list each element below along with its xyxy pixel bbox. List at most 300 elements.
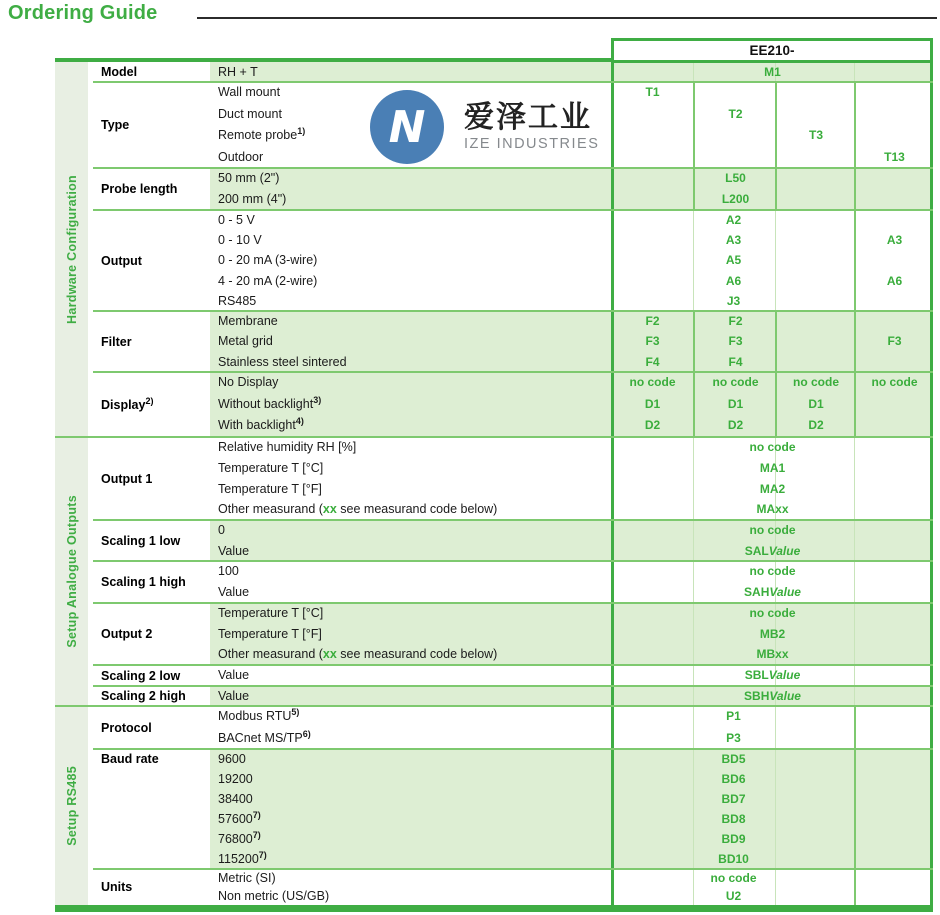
desc-row [218,749,612,769]
text: Other measurand ( [218,647,323,662]
sidebar-section-hardware-configuration [55,62,88,436]
desc-row [218,210,612,230]
text: D2 [727,418,744,433]
table-divider [93,167,933,169]
code-cell-area [612,869,933,905]
code-value-placeholder: Value [768,668,801,682]
text: BD6 [721,772,746,786]
order-code [612,789,855,809]
row-label-probe-length [93,168,210,210]
order-code [612,437,933,458]
code-area-left-border [611,38,614,912]
order-code [612,624,933,645]
desc-row [218,437,612,458]
code-cell-area [612,82,933,168]
footnote-marker: 3) [313,394,322,405]
row-label-text [101,335,132,349]
order-code [612,311,693,331]
text: D1 [644,396,661,411]
code-col-1 [612,372,693,437]
description-cell [210,749,612,869]
text: A2 [725,213,742,227]
text: Modbus RTU [218,709,292,723]
table-divider [93,81,933,83]
text: Output 1 [101,471,153,486]
text: Value [218,689,250,703]
text: T3 [808,128,823,142]
desc-row [218,311,612,331]
table-divider [93,560,933,562]
desc-row [218,686,612,706]
desc-row [218,728,612,750]
text: MA1 [759,460,786,475]
highlighted-code-placeholder: xx [322,502,337,517]
text: D1 [808,396,824,411]
order-code [695,189,776,210]
text: Scaling 2 high [101,689,186,703]
text: F2 [728,314,743,328]
order-code [612,271,855,291]
text: BD10 [718,852,749,866]
logo-mark-icon [370,90,444,164]
desc-row [218,849,612,869]
desc-row [218,352,612,372]
row-label-text [101,575,186,589]
desc-row [218,809,612,829]
row-label-scaling-2-high [93,686,210,706]
block-output-1 [93,437,933,520]
desc-row [218,189,612,210]
text: L200 [721,192,750,206]
order-code [856,271,933,291]
code-col-4 [856,749,933,869]
text: 0 - 20 mA (3-wire) [218,253,318,268]
text: Metric (SI) [218,871,276,885]
row-label-baud-rate [93,749,210,869]
text: Scaling 2 low [101,668,181,683]
block-output-2 [93,603,933,665]
text: 76800 [218,832,253,846]
order-code [612,749,855,769]
text: M1 [764,65,781,79]
text: A3 [725,233,742,248]
text: BACnet MS/TP [218,730,303,745]
text: 0 [218,523,225,537]
description-cell [210,437,612,520]
logo-text [464,99,600,152]
desc-row [218,230,612,250]
desc-row [218,291,612,311]
page-title: Ordering Guide [8,2,158,24]
order-code [612,372,693,394]
order-code [612,541,933,562]
order-code [612,561,933,582]
block-units [93,869,933,905]
code-cell-area [612,665,933,686]
order-code [856,147,933,169]
order-code [612,665,933,686]
description-cell [210,869,612,905]
code-col-2 [695,372,776,437]
block-scaling-1-low [93,520,933,561]
text: With backlight [218,418,296,433]
merged-code-cell [612,62,933,82]
table-top-bar [55,58,612,62]
desc-row [218,561,612,582]
text: A6 [886,273,903,288]
merged-code-cell [612,603,933,665]
product-code-header: EE210- [611,38,933,63]
code-col-1 [612,311,693,372]
order-code [612,769,855,789]
row-label-text [101,689,186,703]
order-code [612,230,855,250]
merged-code-cell [612,686,933,706]
row-label-output-1 [93,437,210,520]
table-divider [93,371,933,373]
order-code [612,603,933,624]
order-code [695,331,776,351]
desc-row [218,769,612,789]
row-label-scaling-1-low [93,520,210,561]
text: no code [749,606,796,620]
code-cell-area [612,311,933,372]
row-label-text [101,472,152,486]
row-label-scaling-1-high [93,561,210,603]
table-divider [55,436,933,438]
order-code [612,887,855,905]
text: Type [101,118,130,132]
row-label-text [101,534,180,548]
sidebar-section-setup-rs485 [55,707,88,905]
text: 57600 [218,812,253,826]
code-col-4 [856,168,933,210]
highlighted-code-placeholder: xx [322,647,337,662]
text: Model [101,65,138,79]
sidebar-label: Setup Analogue Outputs [64,495,79,648]
desc-row [218,665,612,686]
order-code [695,311,776,331]
text: no code [749,564,796,578]
code-cell-area [612,210,933,311]
order-code [612,520,933,541]
code-cell-area [612,749,933,869]
text: Remote probe [218,128,298,142]
text: L50 [725,171,746,185]
desc-row [218,271,612,291]
text: 50 mm (2") [218,171,280,185]
footnote-marker: 7) [252,809,261,820]
text: No Display [218,375,279,389]
block-baud-rate [93,749,933,869]
block-display [93,372,933,437]
logo-latin-text: IZE INDUSTRIES [464,135,600,152]
order-code [695,394,776,416]
desc-row [218,62,612,82]
order-code [612,829,855,849]
text: Value [218,543,250,558]
order-code [695,415,776,437]
order-code [612,331,693,351]
text: Value [218,668,250,682]
desc-row [218,479,612,500]
text: no code [871,375,918,389]
order-code [695,372,776,394]
row-label-output-2 [93,603,210,665]
code-col-2 [695,168,776,210]
text: Output 2 [101,627,153,641]
desc-row [218,250,612,270]
text: F4 [728,354,743,369]
text: Other measurand ( [218,502,323,517]
description-cell [210,210,612,311]
text: MAxx [756,502,789,517]
code-col-3 [777,372,855,437]
block-scaling-2-low [93,665,933,686]
block-protocol [93,706,933,749]
row-label-type [93,82,210,168]
text: Stainless steel sintered [218,354,347,369]
text: Units [101,880,133,894]
table-divider [93,310,933,312]
text: no code [629,375,676,389]
order-code [856,331,933,351]
text: Scaling 1 high [101,575,186,589]
text: Protocol [101,720,152,735]
text: SAH [744,585,770,599]
row-label-text [101,118,129,132]
desc-row [218,541,612,562]
desc-row [218,331,612,351]
description-cell [210,311,612,372]
merged-code-cell [612,749,855,869]
code-cell-area [612,437,933,520]
code-cell-area [612,686,933,706]
text: MB2 [759,626,786,641]
block-filter [93,311,933,372]
order-code [612,479,933,500]
code-cell-area [612,561,933,603]
desc-row [218,706,612,728]
row-label-units [93,869,210,905]
merged-code-cell [612,561,933,603]
row-label-text [101,395,154,412]
desc-row [218,789,612,809]
desc-row [218,168,612,189]
order-code [612,686,933,706]
merged-code-cell [612,520,933,561]
ize-logo [370,90,599,164]
text: Scaling 1 low [101,533,181,548]
row-label-model [93,62,210,82]
desc-row [218,394,612,416]
merged-code-cell [612,706,855,749]
text: P3 [726,730,741,745]
footnote-marker: 1) [297,125,306,136]
text: F2 [645,314,660,328]
code-col-1 [612,168,693,210]
text: Relative humidity RH [%] [218,440,357,454]
text: 0 - 5 V [218,213,255,227]
text: 115200 [218,852,259,866]
text: SBL [744,668,769,682]
text: U2 [725,889,742,903]
footnote-marker: 4) [295,416,304,427]
table-divider [93,868,933,870]
text: Membrane [218,314,278,328]
text: Without backlight [218,396,314,411]
text: P1 [726,709,741,723]
text: SBH [744,689,770,703]
row-label-text [101,65,137,79]
code-col-4 [856,311,933,372]
text: no code [749,440,796,454]
text: A3 [886,233,903,248]
sidebar-label: Setup RS485 [64,766,79,846]
code-area-right-border [930,38,933,912]
block-model [93,62,933,82]
table-divider [93,664,933,666]
code-value-placeholder: Value [769,585,801,599]
text: MBxx [756,647,789,662]
desc-row [218,520,612,541]
order-code [612,394,693,416]
row-label-text [101,721,152,735]
desc-row [218,624,612,645]
row-label-text [101,182,177,196]
code-cell-area [612,62,933,82]
text: Non metric (US/GB) [218,889,330,903]
order-code [612,869,855,887]
text: Filter [101,334,132,349]
row-label-output [93,210,210,311]
code-col-3 [777,82,855,168]
footnote-marker: 6) [302,728,311,739]
text: no code [749,523,796,537]
code-col-4 [856,82,933,168]
order-code [856,372,933,394]
description-cell [210,686,612,706]
code-cell-area [612,520,933,561]
order-code [777,415,855,437]
description-cell [210,665,612,686]
order-code [612,352,693,372]
text: F3 [645,334,660,349]
sidebar-section-setup-analogue-outputs [55,438,88,705]
footnote-marker: 7) [258,849,267,860]
code-col-4 [856,210,933,311]
description-cell [210,706,612,749]
text: 19200 [218,772,253,786]
text: Duct mount [218,106,282,121]
code-col-4 [856,372,933,437]
text: MA2 [759,481,786,496]
text: Temperature T [°C] [218,460,324,475]
order-code [612,210,855,230]
order-code [612,582,933,603]
text: 38400 [218,792,253,806]
row-label-filter [93,311,210,372]
svg-text:N: N [388,102,426,153]
desc-row [218,458,612,479]
text: F3 [887,334,902,349]
text: Metal grid [218,334,273,349]
text: Temperature T [°F] [218,626,322,641]
order-code [612,809,855,829]
table-bottom-bar [55,905,933,912]
desc-row [218,887,612,905]
title-underline [197,17,937,19]
order-code [695,352,776,372]
text: 9600 [218,752,246,766]
desc-row [218,372,612,394]
text: Value [218,585,250,599]
order-code [695,104,776,126]
footnote-marker: 7) [252,829,261,840]
text: D2 [644,418,661,433]
table-divider [93,602,933,604]
code-col-2 [695,311,776,372]
table-divider [93,685,933,687]
row-label-text [101,669,180,683]
desc-row [218,829,612,849]
table-divider [93,209,933,211]
text: F4 [645,354,660,369]
text: RH + T [218,65,258,79]
text: F3 [728,334,743,349]
row-label-text [101,627,152,641]
order-code [612,62,933,82]
text: see measurand code below) [336,647,498,662]
code-col-3 [777,168,855,210]
table-divider [55,705,933,707]
text: A6 [725,273,742,288]
text: 200 mm (4") [218,192,287,206]
description-cell [210,561,612,603]
order-code [612,250,855,270]
block-scaling-1-high [93,561,933,603]
merged-code-cell [612,437,933,520]
text: SAL [744,543,769,558]
text: BD8 [721,812,746,826]
block-probe-length [93,168,933,210]
row-label-display [93,372,210,437]
text: 0 - 10 V [218,233,262,248]
text: Display [101,397,146,412]
desc-row [218,582,612,603]
code-col-4 [856,706,933,749]
order-code [777,125,855,147]
text: BD7 [721,792,746,806]
row-label-protocol [93,706,210,749]
text: T2 [728,106,743,121]
description-cell [210,372,612,437]
row-label-text [101,752,159,766]
merged-code-cell [612,869,855,905]
code-col-2 [695,82,776,168]
text: Outdoor [218,149,264,164]
desc-row [218,415,612,437]
code-value-placeholder: Value [768,543,801,558]
text: see measurand code below) [336,502,498,517]
text: T1 [645,85,660,99]
order-code [612,291,855,311]
code-value-placeholder: Value [769,689,801,703]
text: Wall mount [218,85,281,99]
code-cell-area [612,706,933,749]
text: T13 [884,149,905,164]
description-cell [210,603,612,665]
